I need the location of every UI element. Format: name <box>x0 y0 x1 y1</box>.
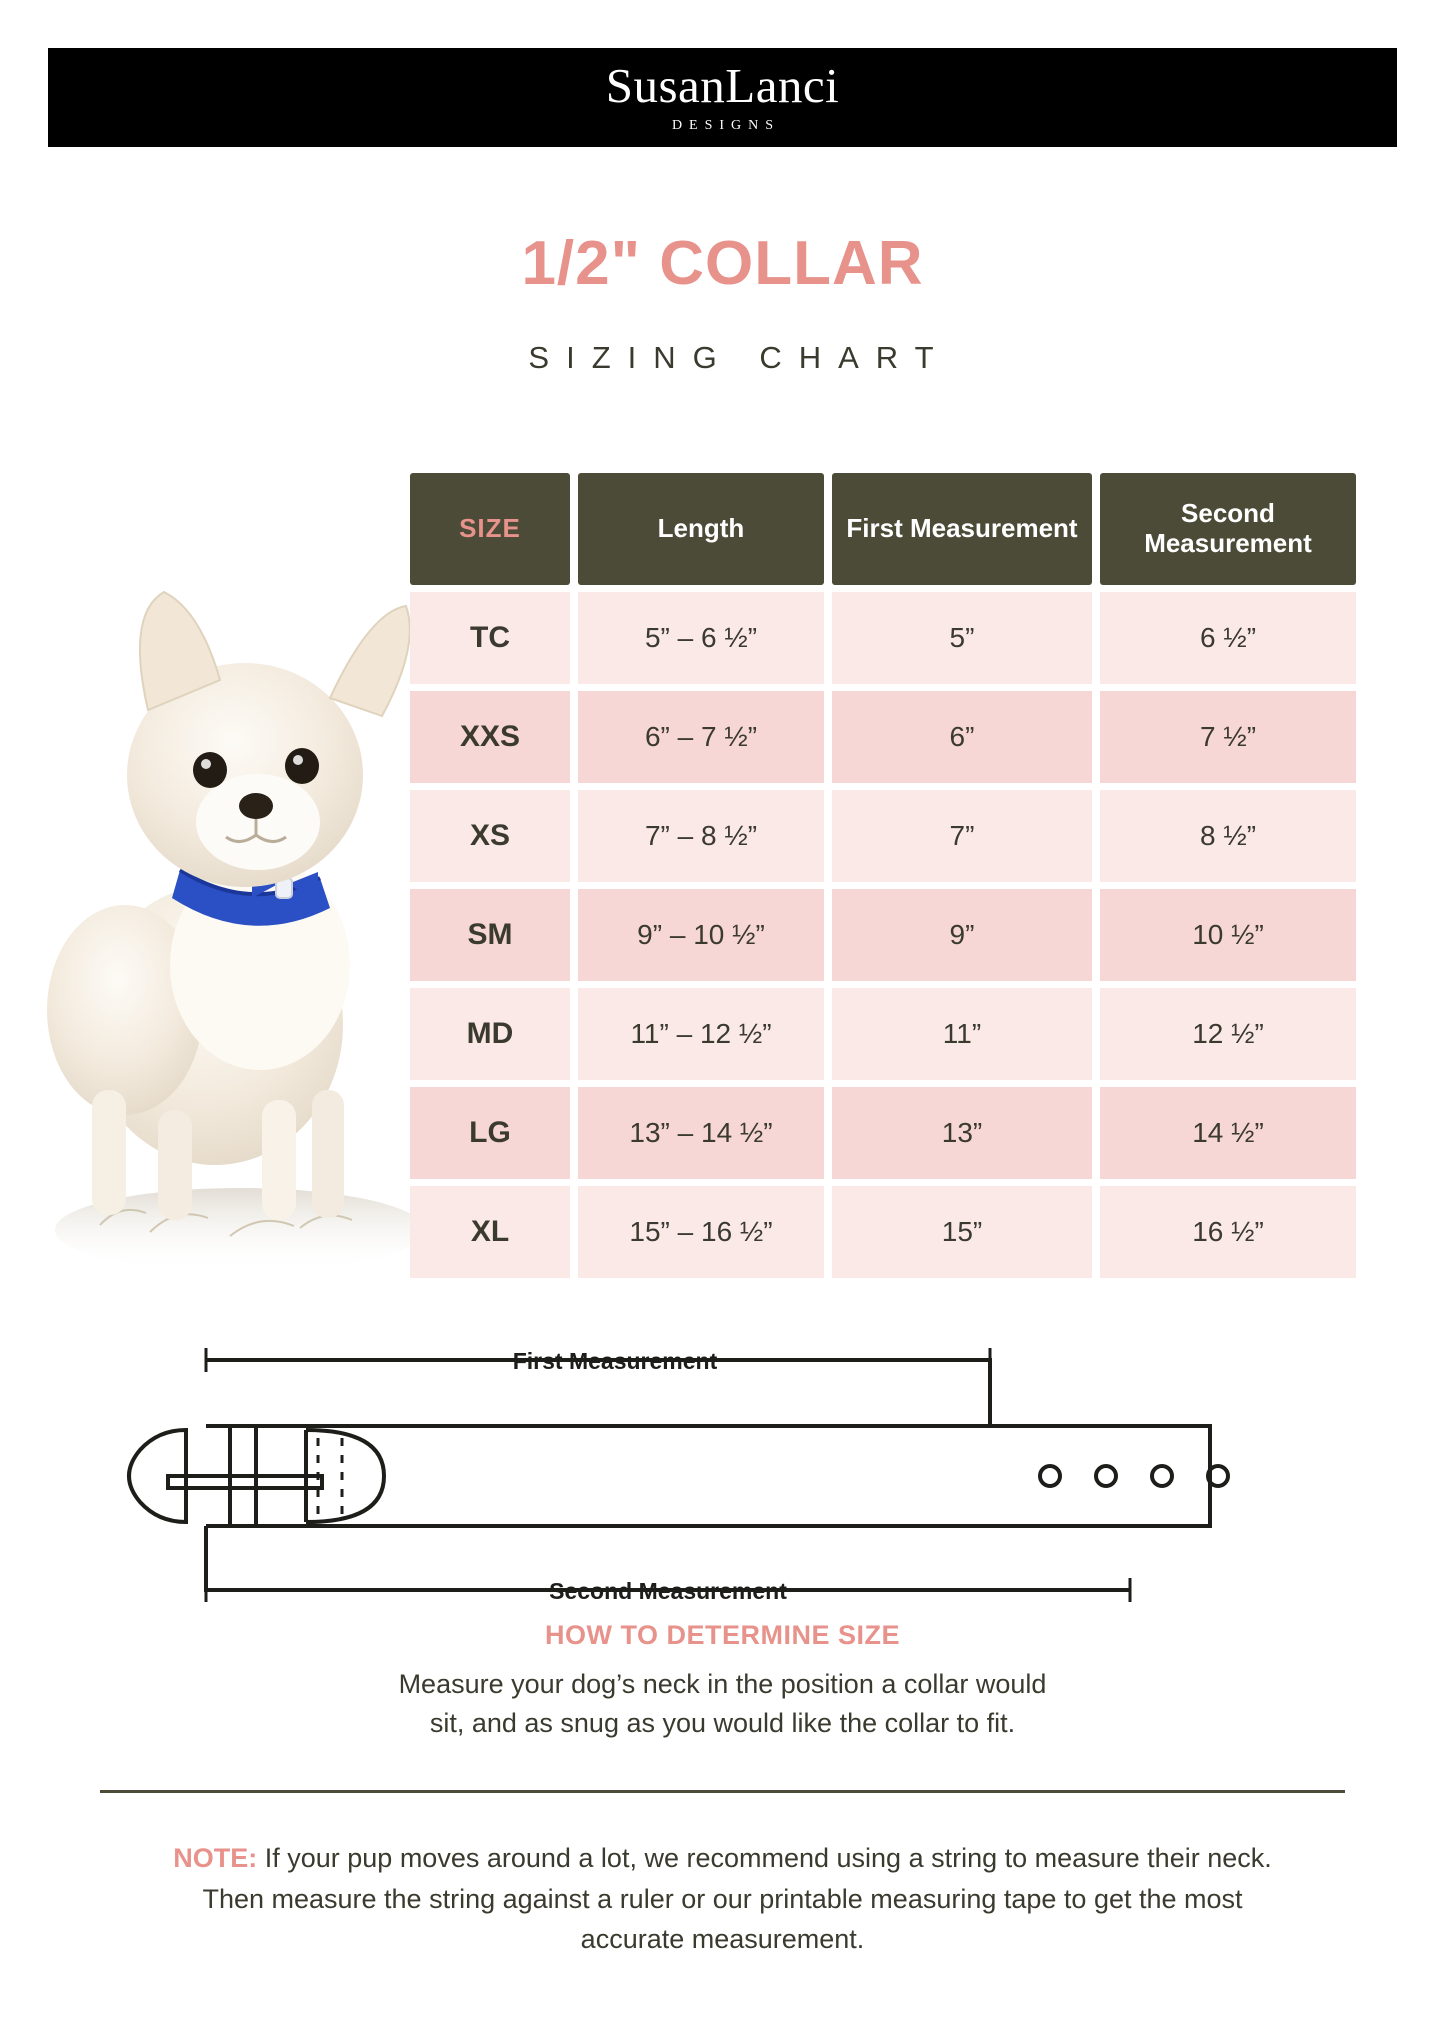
chihuahua-photo <box>30 570 450 1300</box>
cell-second: 8 ½” <box>1100 790 1356 882</box>
cell-second: 6 ½” <box>1100 592 1356 684</box>
table-row <box>410 988 1380 1080</box>
column-header-first-measurement: First Measurement <box>832 473 1092 585</box>
brand-tagline: DESIGNS <box>671 118 781 133</box>
table-row <box>410 691 1380 783</box>
table-header-row <box>410 473 1380 585</box>
table-row <box>410 790 1380 882</box>
sizing-table <box>410 473 1380 1285</box>
cell-first: 5” <box>832 592 1092 684</box>
cell-length: 7” – 8 ½” <box>578 790 824 882</box>
cell-length: 6” – 7 ½” <box>578 691 824 783</box>
cell-size: LG <box>410 1087 570 1179</box>
column-header-size: SIZE <box>410 473 570 585</box>
cell-second: 14 ½” <box>1100 1087 1356 1179</box>
cell-size: TC <box>410 592 570 684</box>
cell-second: 16 ½” <box>1100 1186 1356 1278</box>
first-measurement-label: First Measurement <box>512 1348 718 1374</box>
brand-header-bar <box>48 48 1397 147</box>
cell-second: 7 ½” <box>1100 691 1356 783</box>
page-title: 1/2" COLLAR <box>521 229 924 298</box>
cell-length: 9” – 10 ½” <box>578 889 824 981</box>
cell-size: XS <box>410 790 570 882</box>
cell-first: 7” <box>832 790 1092 882</box>
cell-second: 10 ½” <box>1100 889 1356 981</box>
howto-text <box>0 1665 1445 1743</box>
cell-length: 13” – 14 ½” <box>578 1087 824 1179</box>
cell-first: 13” <box>832 1087 1092 1179</box>
cell-first: 6” <box>832 691 1092 783</box>
cell-first: 9” <box>832 889 1092 981</box>
cell-length: 11” – 12 ½” <box>578 988 824 1080</box>
table-row <box>410 1186 1380 1278</box>
cell-size: XL <box>410 1186 570 1278</box>
column-header-second-measurement: Second Measurement <box>1100 473 1356 585</box>
cell-first: 15” <box>832 1186 1092 1278</box>
cell-size: SM <box>410 889 570 981</box>
cell-length: 5” – 6 ½” <box>578 592 824 684</box>
cell-length: 15” – 16 ½” <box>578 1186 824 1278</box>
collar-diagram <box>110 1330 1340 1630</box>
howto-line-1: Measure your dog’s neck in the position a collar would <box>398 1669 1047 1699</box>
brand-name: SusanLanci <box>605 58 840 113</box>
note-text: If your pup moves around a lot, we recommend using a string to measure their neck. Then measure the string against a ruler or our printable measuring tape to get the most accurate measurement. <box>202 1843 1272 1954</box>
howto-heading: HOW TO DETERMINE SIZE <box>544 1620 900 1650</box>
second-measurement-label: Second Measurement <box>549 1578 787 1604</box>
cell-size: MD <box>410 988 570 1080</box>
cell-second: 12 ½” <box>1100 988 1356 1080</box>
cell-first: 11” <box>832 988 1092 1080</box>
table-row <box>410 592 1380 684</box>
howto-line-2: sit, and as snug as you would like the collar to fit. <box>429 1708 1016 1739</box>
column-header-length: Length <box>578 473 824 585</box>
table-row <box>410 889 1380 981</box>
note-block <box>150 1838 1295 1960</box>
note-label: NOTE: <box>173 1843 258 1873</box>
cell-size: XXS <box>410 691 570 783</box>
section-divider <box>100 1790 1345 1793</box>
table-row <box>410 1087 1380 1179</box>
page-subtitle: SIZING CHART <box>528 340 951 375</box>
